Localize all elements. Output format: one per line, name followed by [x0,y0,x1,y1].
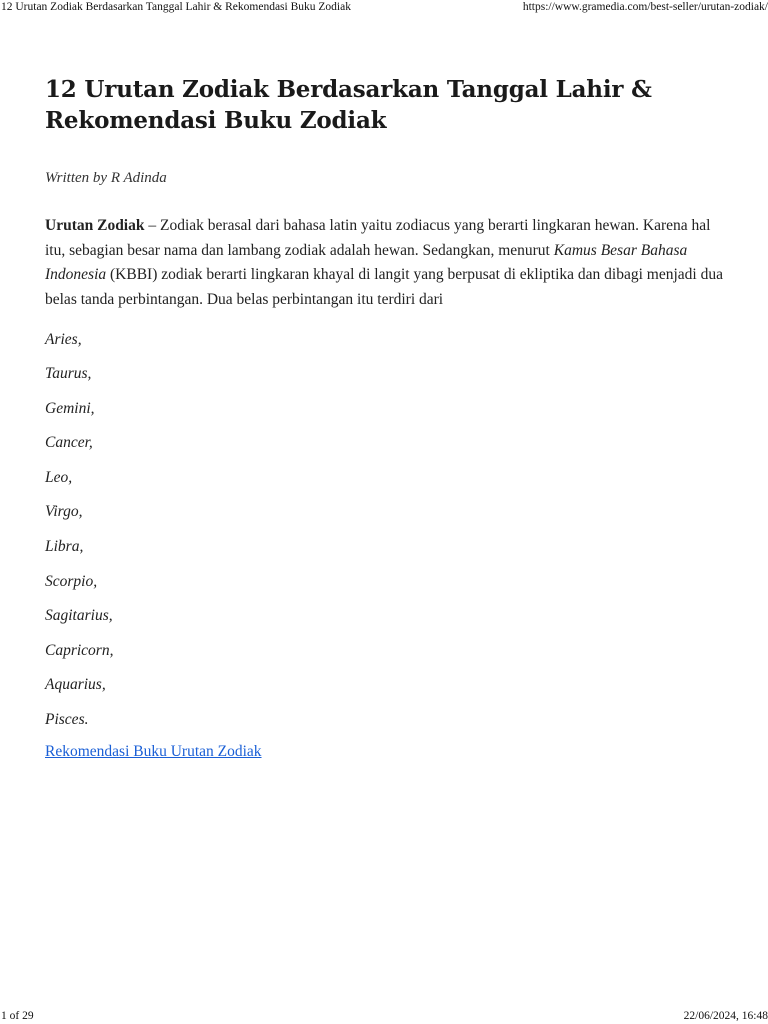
article [45,74,725,761]
zodiac-list-item: Scorpio, [45,572,98,590]
zodiac-list-item: Aquarius, [45,676,106,694]
zodiac-list-item: Leo, [45,468,73,486]
page-indicator: 1 of 29 [1,1010,34,1022]
article-title: 12 Urutan Zodiak Berdasarkan Tanggal Lahir & Rekomendasi Buku Zodiak [45,76,652,134]
zodiac-list-item: Aries, [45,330,82,348]
zodiac-list-item: Virgo, [45,503,83,521]
intro-lead: Urutan Zodiak [45,217,145,234]
zodiac-list-item: Taurus, [45,365,92,383]
zodiac-list-item: Gemini, [45,399,95,417]
print-header [0,0,768,18]
zodiac-list-item: Capricorn, [45,641,114,659]
zodiac-list-item: Sagitarius, [45,607,113,625]
book-recommendation-link[interactable]: Rekomendasi Buku Urutan Zodiak [45,742,262,760]
zodiac-list-item: Pisces. [45,711,89,729]
print-header-url: https://www.gramedia.com/best-seller/urutan-zodiak/ [522,1,768,13]
zodiac-list [45,328,725,743]
print-datetime: 22/06/2024, 16:48 [683,1010,768,1022]
intro-text-1: – Zodiak berasal dari bahasa latin yaitu zodiacus yang berarti lingkaran hewan. Karena hal itu, sebagian besar nama dan lambang zodiak adalah hewan. Sedangkan, menurut [45,217,711,259]
print-footer [0,1006,768,1024]
zodiac-list-item: Cancer, [45,434,93,452]
intro-paragraph [45,214,725,312]
intro-text-2: (KBBI) zodiak berarti lingkaran khayal di langit yang berpusat di ekliptika dan dibagi menjadi dua belas tanda perbintangan. Dua belas perbintangan itu terdiri dari [45,266,723,308]
intro-kbbi-name: Kamus Besar Bahasa Indonesia [45,241,688,283]
article-byline: Written by R Adinda [45,170,167,186]
zodiac-list-item: Libra, [45,538,84,556]
print-header-title: 12 Urutan Zodiak Berdasarkan Tanggal Lahir & Rekomendasi Buku Zodiak [1,1,351,13]
